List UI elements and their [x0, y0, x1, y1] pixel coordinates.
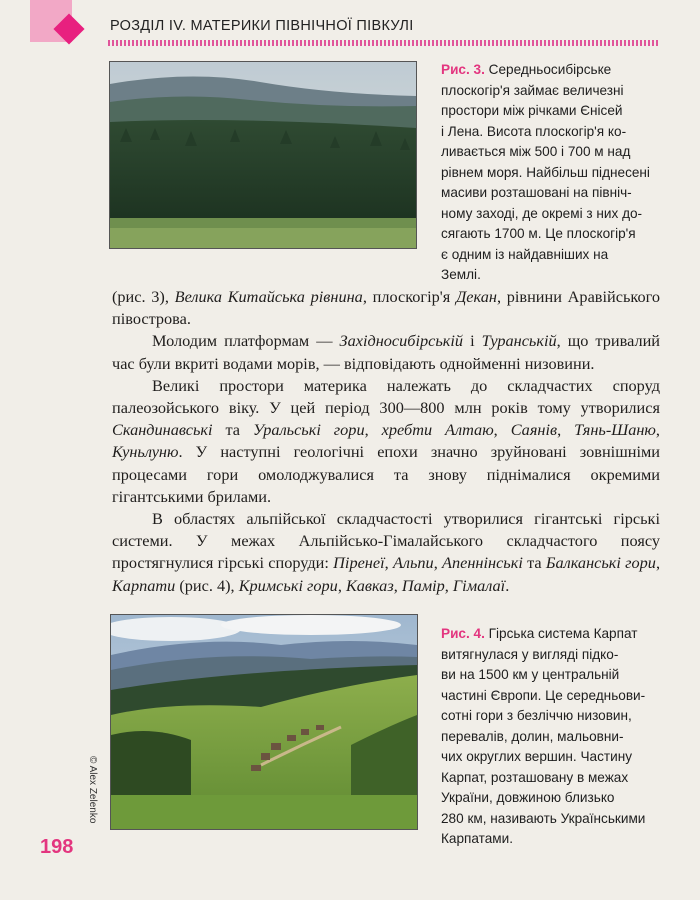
text-run: , плоскогір'я [362, 287, 456, 306]
caption-line: Землі. [441, 267, 481, 282]
text-run: , [655, 420, 660, 440]
text-run: , [444, 575, 453, 595]
italic-term: Уральські гори [252, 420, 365, 440]
header-rule [108, 40, 660, 46]
text-run: , що тривалий час були вкриті водами морів, — відповідають однойменні низовини. [112, 331, 660, 373]
text-run: і [463, 331, 482, 351]
figure-4-photo [110, 614, 418, 830]
text-run: та [522, 553, 546, 573]
italic-term: Карпати [112, 575, 176, 595]
body-text [112, 286, 660, 597]
caption-line: Карпатами. [441, 831, 514, 846]
caption-line: частині Європи. Це середньови- [441, 687, 646, 703]
caption-line: Гірська система Карпат [488, 626, 638, 641]
caption-line: чих округлих вершин. Частину [441, 749, 633, 764]
paragraph [112, 508, 660, 597]
caption-line: сотні гори з безліччю низовин, [441, 708, 632, 723]
text-run: , [433, 553, 443, 573]
caption-line: Карпат, розташовану в межах [441, 769, 629, 785]
page-number: 198 [40, 836, 74, 858]
text-run: Великі простори материка належать до складчастих споруд палеозойського віку. У цей період 300—800 млн років тому утворилися [112, 375, 660, 418]
text-run: , [655, 553, 661, 573]
photo-credit: © Alex Zelenko [87, 756, 98, 824]
text-run: та [212, 420, 253, 440]
italic-term: Декан [455, 287, 497, 306]
caption-line: є одним із найдавніших на [441, 246, 609, 262]
text-run: , [393, 575, 402, 595]
figure-4-caption [441, 624, 665, 850]
section-title: РОЗДІЛ IV. МАТЕРИКИ ПІВНІЧНОЇ ПІВКУЛІ [110, 18, 414, 34]
italic-term: Куньлуню [112, 442, 179, 462]
italic-term: Кримські гори [238, 575, 338, 595]
text-run: , [384, 553, 393, 573]
caption-line: масиви розташовані на північ- [441, 185, 632, 200]
text-run: , [493, 420, 511, 440]
italic-term: Апеннінські [442, 553, 523, 573]
text-run: В областях альпійської складчастості утворилися гігантські гірські системи. У межах Альпійсько-Гімалайського складчастого поясу простягнулися гірські споруди: [112, 509, 660, 573]
text-run: , рівнини Аравійського півострова. [112, 287, 661, 329]
text-run: . У наступні геологічні епохи значно зруйновані зовнішніми процесами гори омолоджувалися та знову піднімалися окремими гігантськими брилами. [112, 442, 660, 506]
italic-term: Велика Китайська рівнина [174, 287, 363, 306]
caption-line: простори між річками Єнісей [441, 103, 623, 118]
italic-term: Саянів [510, 420, 558, 440]
italic-term: Туранській [481, 331, 557, 351]
text-run: . [505, 575, 510, 595]
text-run: , [364, 420, 382, 440]
italic-term: Скандинавські [112, 420, 213, 440]
caption-line: ви на 1500 км у центральній [441, 667, 620, 682]
paragraph [112, 286, 660, 330]
italic-term: Балканські гори [545, 553, 656, 573]
caption-line: перевалів, долин, мальовни- [441, 728, 624, 744]
caption-line: плоскогір'я займає величезні [441, 82, 624, 98]
caption-line: ному заході, де окремі з них до- [441, 205, 643, 221]
paragraph [112, 330, 660, 374]
italic-term: Західносибірській [339, 331, 464, 351]
caption-line: Середньосибірське [488, 62, 612, 77]
figure-3-photo [109, 61, 417, 249]
caption-line: і Лена. Висота плоскогір'я ко- [441, 123, 627, 139]
figure-3-label: Рис. 3. [441, 62, 485, 77]
caption-line: України, довжиною близько [441, 790, 615, 805]
text-run: , [337, 575, 346, 595]
caption-line: сягають 1700 м. Це плоскогір'я [441, 226, 636, 241]
text-run: (рис. 4), [175, 575, 239, 595]
text-run: Молодим платформам — [152, 331, 340, 351]
text-run: , [557, 420, 575, 440]
italic-term: Гімалаї [452, 575, 506, 595]
caption-line: витягнулася у вигляді підко- [441, 646, 619, 662]
paragraph [112, 375, 660, 508]
italic-term: Альпи [392, 553, 434, 573]
caption-line: 280 км, називають Українськими [441, 810, 646, 826]
italic-term: Піренеї [333, 553, 385, 573]
text-run: (рис. 3), [112, 287, 175, 306]
italic-term: Тянь-Шаню [574, 420, 656, 440]
caption-line: рівнем моря. Найбільш піднесені [441, 164, 650, 180]
caption-line: ливається між 500 і 700 м над [441, 144, 631, 159]
italic-term: хребти Алтаю [381, 420, 494, 440]
italic-term: Кавказ [345, 575, 394, 595]
figure-4-label: Рис. 4. [441, 626, 485, 641]
italic-term: Памір [401, 575, 445, 595]
figure-3-caption [441, 60, 661, 286]
